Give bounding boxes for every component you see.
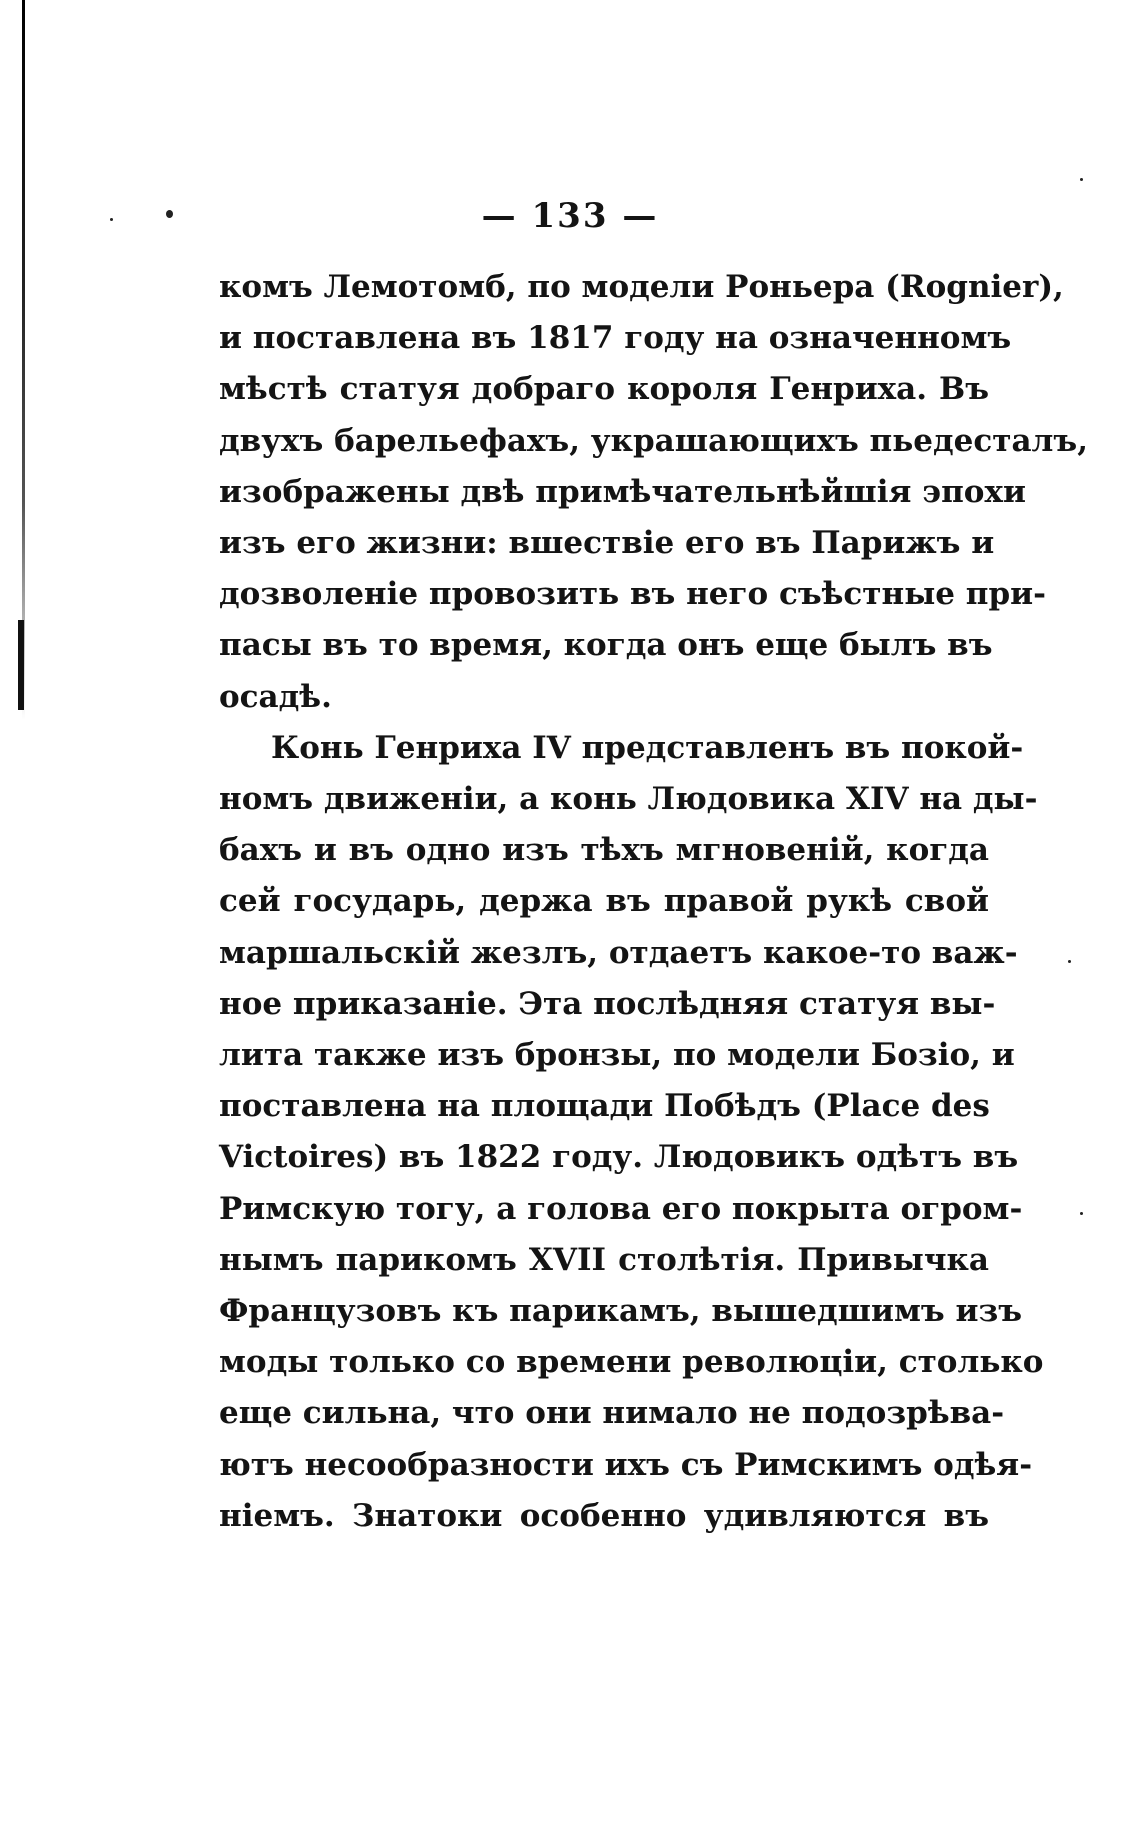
text-line: мѣстѣ статуя добраго короля Генриха. Въ (219, 371, 989, 408)
scan-speck (1080, 1212, 1083, 1215)
text-line: и поставлена въ 1817 году на означенномъ (219, 320, 1012, 357)
text-line: нымъ парикомъ XVII столѣтія. Привычка (219, 1241, 989, 1278)
text-line: Французовъ къ парикамъ, вышедшимъ изъ (219, 1293, 1023, 1330)
text-line: еще сильна, что они нимало не подозрѣва- (219, 1395, 1005, 1432)
text-line: ніемъ. Знатоки особенно удивляются въ (219, 1497, 989, 1534)
text-line: Конь Генриха IV представленъ въ покой- (271, 729, 1024, 766)
text-line: комъ Лемотомб, по модели Роньера (Rognier), (219, 269, 1064, 305)
scan-edge-mark (18, 620, 24, 710)
text-line: сей государь, держа въ правой рукѣ свой (219, 883, 989, 920)
scan-speck (1080, 178, 1083, 181)
page-text (219, 262, 1088, 1542)
text-line: маршальскій жезлъ, отдаетъ какое-то важ- (219, 934, 1018, 971)
text-line: осадѣ. (219, 678, 332, 715)
text-line: двухъ барельефахъ, украшающихъ пьедесталъ, (219, 422, 1088, 459)
text-line: изъ его жизни: вшествіе его въ Парижъ и (219, 525, 995, 562)
text-line: Victoires) въ 1822 году. Людовикъ одѣтъ въ (219, 1139, 1019, 1176)
text-line: ное приказаніе. Эта послѣдняя статуя вы- (219, 985, 996, 1022)
text-line: изображены двѣ примѣчательнѣйшія эпохи (219, 473, 1026, 510)
text-line: моды только со времени революціи, столько (219, 1344, 1044, 1381)
text-line: пасы въ то время, когда онъ еще былъ въ (219, 627, 993, 664)
text-line: номъ движеніи, а конь Людовика XIV на ды- (219, 781, 1038, 818)
text-line: бахъ и въ одно изъ тѣхъ мгновеній, когда (219, 832, 989, 869)
text-line: поставлена на площади Побѣдъ (Place des (219, 1088, 990, 1125)
scan-speck (1068, 960, 1071, 963)
text-line: лита также изъ бронзы, по модели Бозіо, и (219, 1037, 1015, 1074)
scan-edge-line (22, 0, 25, 720)
text-line: дозволеніе провозить въ него съѣстные при- (219, 576, 1047, 613)
text-line: ютъ несообразности ихъ съ Римскимъ одѣя- (219, 1446, 1033, 1483)
text-line: Римскую тогу, а голова его покрыта огром- (219, 1190, 1023, 1227)
page-number: — 133 — (481, 196, 659, 236)
